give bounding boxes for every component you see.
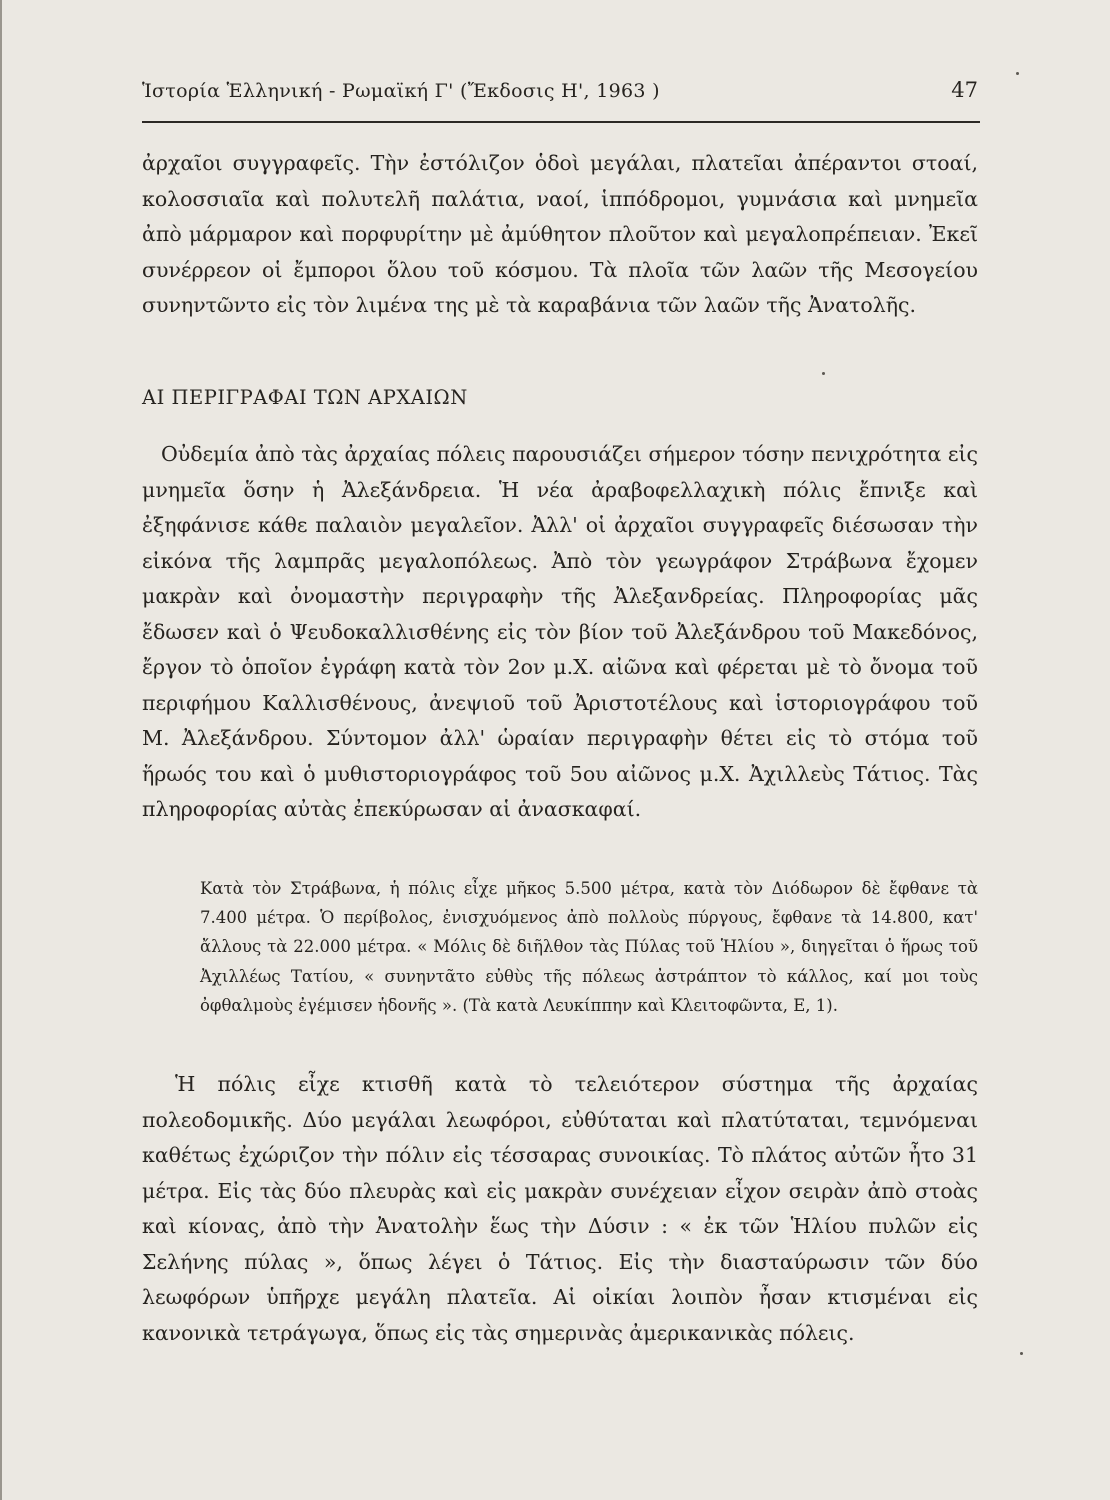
paragraph-3 [142,1067,978,1351]
header-rule [142,121,980,123]
print-speck [1020,1352,1023,1355]
running-header [142,80,978,120]
print-speck [822,372,825,375]
paragraph-3-text: Ἡ πόλις εἶχε κτισθῆ κατὰ τὸ τελειότερον σύστημα τῆς ἀρχαίας πολεοδομικῆς. Δύο μεγάλαι λεωφόροι, εὐθύταται καὶ πλατύταται, τεμνόμεναι καθέτως ἐχώριζον τὴν πόλιν εἰς τέσσαρας συνοικίας. Τὸ πλάτος αὐτῶν ἦτο 31 μέτρα. Εἰς τὰς δύο πλευρὰς καὶ εἰς μακρὰν συνέχειαν εἶχον σειρὰν ἀπὸ στοὰς καὶ κίονας, ἀπὸ τὴν Ἀνατολὴν ἕως τὴν Δύσιν : « ἐκ τῶν Ἡλίου πυλῶν εἰς Σελήνης πύλας », ὅπως λέγει ὁ Τάτιος. Εἰς τὴν διασταύρωσιν τῶν δύο λεωφόρων ὑπῆρχε μεγάλη πλατεῖα. Αἱ οἰκίαι λοιπὸν ἦσαν κτισμέναι εἰς κανονικὰ τετράγωγα, ὅπως εἰς τὰς σημερινὰς ἀμερικανικὰς πόλεις. [142,1072,978,1345]
page-edge [0,0,2,1500]
paragraph-2 [142,437,978,828]
print-speck [1016,72,1019,75]
section-heading: ΑΙ ΠΕΡΙΓΡΑΦΑΙ ΤΩΝ ΑΡΧΑΙΩΝ [142,386,468,409]
block-quotation: Κατὰ τὸν Στράβωνα, ἡ πόλις εἶχε μῆκος 5.500 μέτρα, κατὰ τὸν Διόδωρον δὲ ἔφθανε τὰ 7.400 μέτρα. Ὁ περίβολος, ἐνισχυόμενος ἀπὸ πολλοὺς πύργους, ἔφθανε τὰ 14.800, κατ' ἄλλους τὰ 22.000 μέτρα. « Μόλις δὲ διῆλθον τὰς Πύλας τοῦ Ἡλίου », διηγεῖται ὁ ἥρως τοῦ Ἀχιλλέως Τατίου, « συνηντᾶτο εὐθὺς τῆς πόλεως ἀστράπτον τὸ κάλλος, καί μοι τοὺς ὀφθαλμοὺς ἐγέμισεν ἡδονῆς ». (Τὰ κατὰ Λευκίππην καὶ Κλειτοφῶντα, Ε, 1). [200,879,978,1015]
header-title: Ἱστορία Ἑλληνική - Ρωμαϊκή Γ' (Ἔκδοσις Η', 1963 ) [142,80,660,102]
paragraph-1: ἀρχαῖοι συγγραφεῖς. Τὴν ἐστόλιζον ὁδοὶ μεγάλαι, πλατεῖαι ἀπέραντοι στοαί, κολοσσιαῖα καὶ πολυτελῆ παλάτια, ναοί, ἱππόδρομοι, γυμνάσια καὶ μνημεῖα ἀπὸ μάρμαρον καὶ πορφυρίτην μὲ ἀμύθητον πλοῦτον καὶ μεγαλοπρέπειαν. Ἐκεῖ συνέρρεον οἱ ἔμποροι ὅλου τοῦ κόσμου. Τὰ πλοῖα τῶν λαῶν τῆς Μεσογείου συνηντῶντο εἰς τὸν λιμένα της μὲ τὰ καραβάνια τῶν λαῶν τῆς Ἀνατολῆς. [142,151,978,317]
paragraph-2-text: Οὐδεμία ἀπὸ τὰς ἀρχαίας πόλεις παρουσιάζει σήμερον τόσην πενιχρότητα εἰς μνημεῖα ὅσην ἡ Ἀλεξάνδρεια. Ἡ νέα ἀραβοφελλαχικὴ πόλις ἔπνιξε καὶ ἐξηφάνισε κάθε παλαιὸν μεγαλεῖον. Ἀλλ' οἱ ἀρχαῖοι συγγραφεῖς διέσωσαν τὴν εἰκόνα τῆς λαμπρᾶς μεγαλοπόλεως. Ἀπὸ τὸν γεωγράφον Στράβωνα ἔχομεν μακρὰν καὶ ὀνομαστὴν περιγραφὴν τῆς Ἀλεξανδρείας. Πληροφορίας μᾶς ἔδωσεν καὶ ὁ Ψευδοκαλλισθένης εἰς τὸν βίον τοῦ Ἀλεξάνδρου τοῦ Μακεδόνος, ἔργον τὸ ὁποῖον ἐγράφη κατὰ τὸν 2ον μ.Χ. αἰῶνα καὶ φέρεται μὲ τὸ ὄνομα τοῦ περιφήμου Καλλισθένους, ἀνεψιοῦ τοῦ Ἀριστοτέλους καὶ ἱστοριογράφου τοῦ Μ. Ἀλεξάνδρου. Σύντομον ἀλλ' ὡραίαν περιγραφὴν θέτει εἰς τὸ στόμα τοῦ ἥρωός του καὶ ὁ μυθιστοριογράφος τοῦ 5ου αἰῶνος μ.Χ. Ἀχιλλεὺς Τάτιος. Τὰς πληροφορίας αὐτὰς ἐπεκύρωσαν αἱ ἀνασκαφαί. [142,442,978,821]
page-number: 47 [951,78,978,102]
